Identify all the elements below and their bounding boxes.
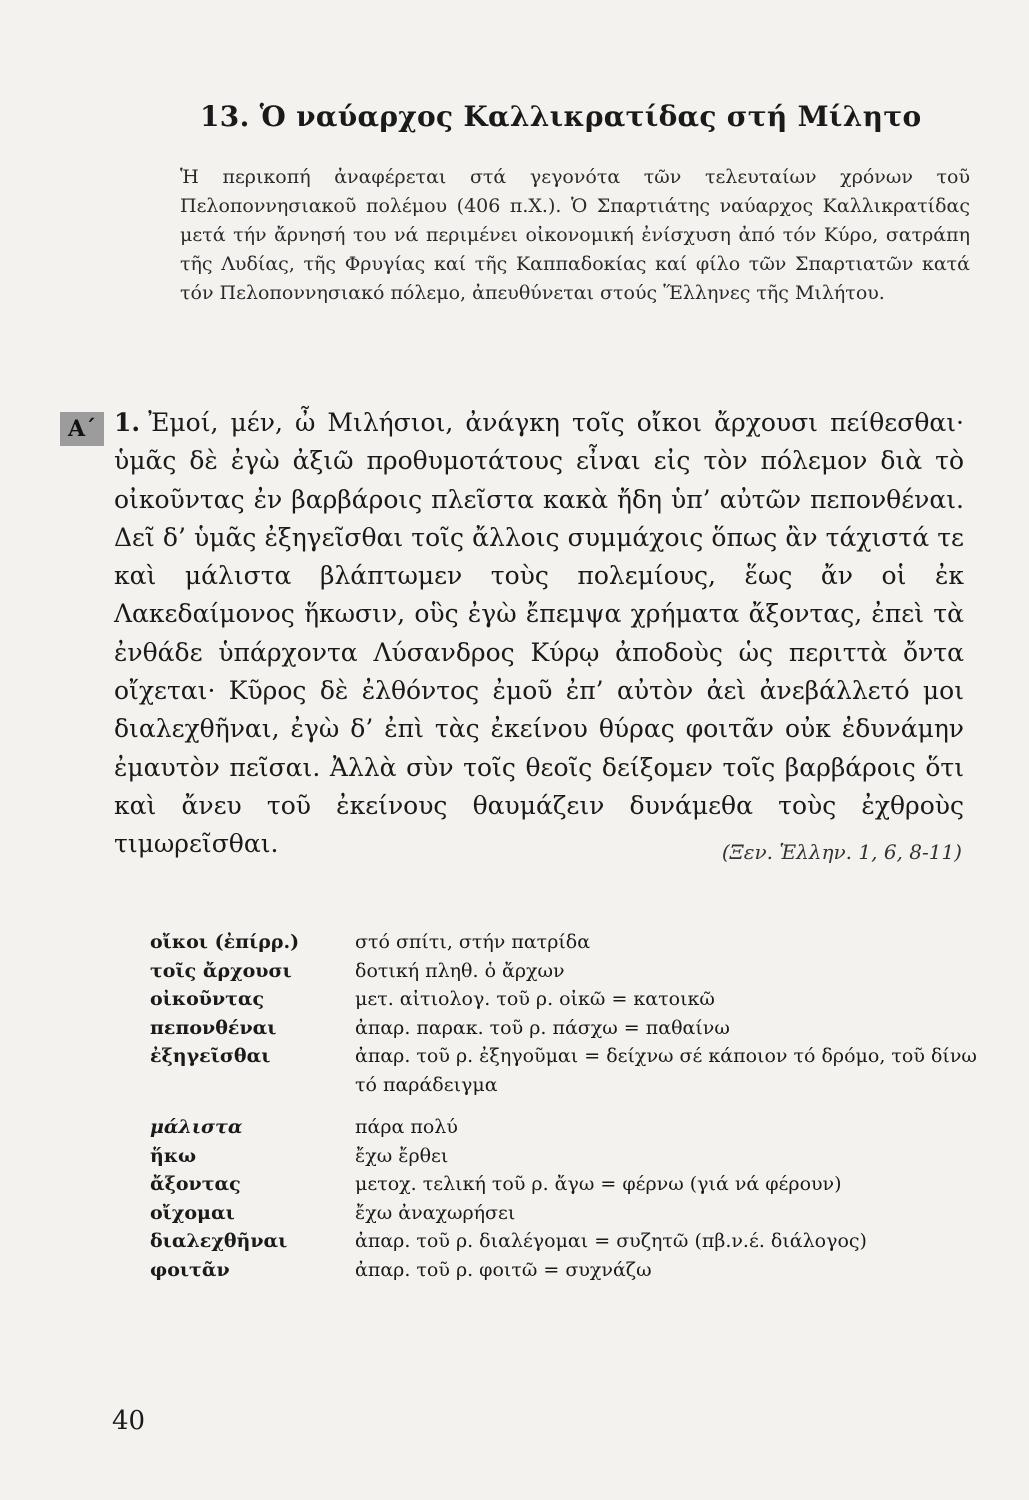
glossary-term: οἴκοι (ἐπίρρ.) xyxy=(150,931,300,953)
citation: (Ξεν. Ἑλλην. 1, 6, 8-11) xyxy=(721,840,962,864)
glossary xyxy=(150,928,990,1284)
glossary-term: ἐξηγεῖσθαι xyxy=(150,1045,271,1067)
greek-passage xyxy=(114,404,964,864)
lesson-title: 13. Ὁ ναύαρχος Καλλικρατίδας στή Μίλητο xyxy=(200,100,922,133)
glossary-definition: ἀπαρ. τοῦ ρ. ἐξηγοῦμαι = δείχνω σέ κάποιον τό δρόμο, τοῦ δίνω τό παράδειγμα xyxy=(355,1045,977,1096)
glossary-definition: μετοχ. τελική τοῦ ρ. ἄγω = φέρνω (γιά νά φέρουν) xyxy=(355,1173,842,1195)
glossary-row xyxy=(150,1256,990,1285)
glossary-term: φοιτᾶν xyxy=(150,1258,230,1281)
glossary-term: τοῖς ἄρχουσι xyxy=(150,959,292,982)
glossary-term: οἴχομαι xyxy=(150,1201,235,1224)
glossary-row xyxy=(150,1170,990,1199)
glossary-term: πεπονθέναι xyxy=(150,1016,277,1039)
glossary-row xyxy=(150,1042,990,1099)
glossary-definition: μετ. αἰτιολογ. τοῦ ρ. οἰκῶ = κατοικῶ xyxy=(355,988,715,1010)
glossary-term: οἰκοῦντας xyxy=(150,988,265,1010)
page-number: 40 xyxy=(112,1406,146,1436)
glossary-row xyxy=(150,1227,990,1256)
glossary-row xyxy=(150,1113,990,1142)
glossary-definition: δοτική πληθ. ὁ ἄρχων xyxy=(355,959,565,982)
glossary-row xyxy=(150,1014,990,1043)
glossary-definition: ἀπαρ. τοῦ ρ. φοιτῶ = συχνάζω xyxy=(355,1258,652,1281)
glossary-definition: ἔχω ἀναχωρήσει xyxy=(355,1201,516,1224)
glossary-row xyxy=(150,1199,990,1228)
glossary-definition: στό σπίτι, στήν πατρίδα xyxy=(355,931,591,953)
glossary-definition: ἀπαρ. παρακ. τοῦ ρ. πάσχω = παθαίνω xyxy=(355,1016,730,1039)
glossary-row xyxy=(150,985,990,1014)
glossary-term: ἥκω xyxy=(150,1144,197,1167)
glossary-term: μάλιστα xyxy=(150,1116,243,1138)
section-badge: Α΄ xyxy=(60,412,104,446)
glossary-row xyxy=(150,928,990,957)
glossary-definition: ἀπαρ. τοῦ ρ. διαλέγομαι = συζητῶ (πβ.ν.έ. διάλογος) xyxy=(355,1230,867,1252)
intro-paragraph: Ἡ περικοπή ἀναφέρεται στά γεγονότα τῶν τελευταίων χρόνων τοῦ Πελοποννησιακοῦ πολέμου (406 π.Χ.). Ὁ Σπαρτιάτης ναύαρχος Καλλικρατίδας μετά τήν ἄρνησή του νά περιμένει οἰκονομική ἐνίσχυση ἀπό τόν Κύρο, σατράπη τῆς Λυδίας, τῆς Φρυγίας καί τῆς Καππαδοκίας καί φίλο τῶν Σπαρτιατῶν κατά τόν Πελοποννησιακό πόλεμο, ἀπευθύνεται στούς Ἕλληνες τῆς Μιλήτου. xyxy=(180,166,970,304)
glossary-definition: ἔχω ἔρθει xyxy=(355,1144,449,1167)
glossary-definition: πάρα πολύ xyxy=(355,1116,458,1138)
glossary-row xyxy=(150,957,990,986)
glossary-term: διαλεχθῆναι xyxy=(150,1230,288,1252)
glossary-row xyxy=(150,1142,990,1171)
passage-text: Ἐμοί, μέν, ὦ Μιλήσιοι, ἀνάγκη τοῖς οἴκοι ἄρχουσι πείθεσθαι· ὑμᾶς δὲ ἐγὼ ἀξιῶ προθυμοτάτους εἶναι εἰς τὸν πόλεμον διὰ τὸ οἰκοῦντας ἐν βαρβάροις πλεῖστα κακὰ ἤδη ὑπ’ αὐτῶν πεπονθέναι. Δεῖ δ’ ὑμᾶς ἐξηγεῖσθαι τοῖς ἄλλοις συμμάχοις ὅπως ἂν τάχιστά τε καὶ μάλιστα βλάπτωμεν τοὺς πολεμίους, ἕως ἄν οἱ ἐκ Λακεδαίμονος ἥκωσιν, οὓς ἐγὼ ἔπεμψα χρήματα ἄξοντας, ἐπεὶ τὰ ἐνθάδε ὑπάρχοντα Λύσανδρος Κύρῳ ἀποδοὺς ὡς περιττὰ ὄντα οἴχεται· Κῦρος δὲ ἐλθόντος ἐμοῦ ἐπ’ αὐτὸν ἀεὶ ἀνεβάλλετό μοι διαλεχθῆναι, ἐγὼ δ’ ἐπὶ τὰς ἐκείνου θύρας φοιτᾶν οὐκ ἐδυνάμην ἐμαυτὸν πεῖσαι. Ἀλλὰ σὺν τοῖς θεοῖς δείξομεν τοῖς βαρβάροις ὅτι καὶ ἄνευ τοῦ ἐκείνους θαυμάζειν δυνάμεθα τοὺς ἐχθροὺς τιμωρεῖσθαι. xyxy=(114,408,964,859)
passage-number: 1. xyxy=(114,408,141,437)
glossary-term: ἄξοντας xyxy=(150,1173,241,1195)
